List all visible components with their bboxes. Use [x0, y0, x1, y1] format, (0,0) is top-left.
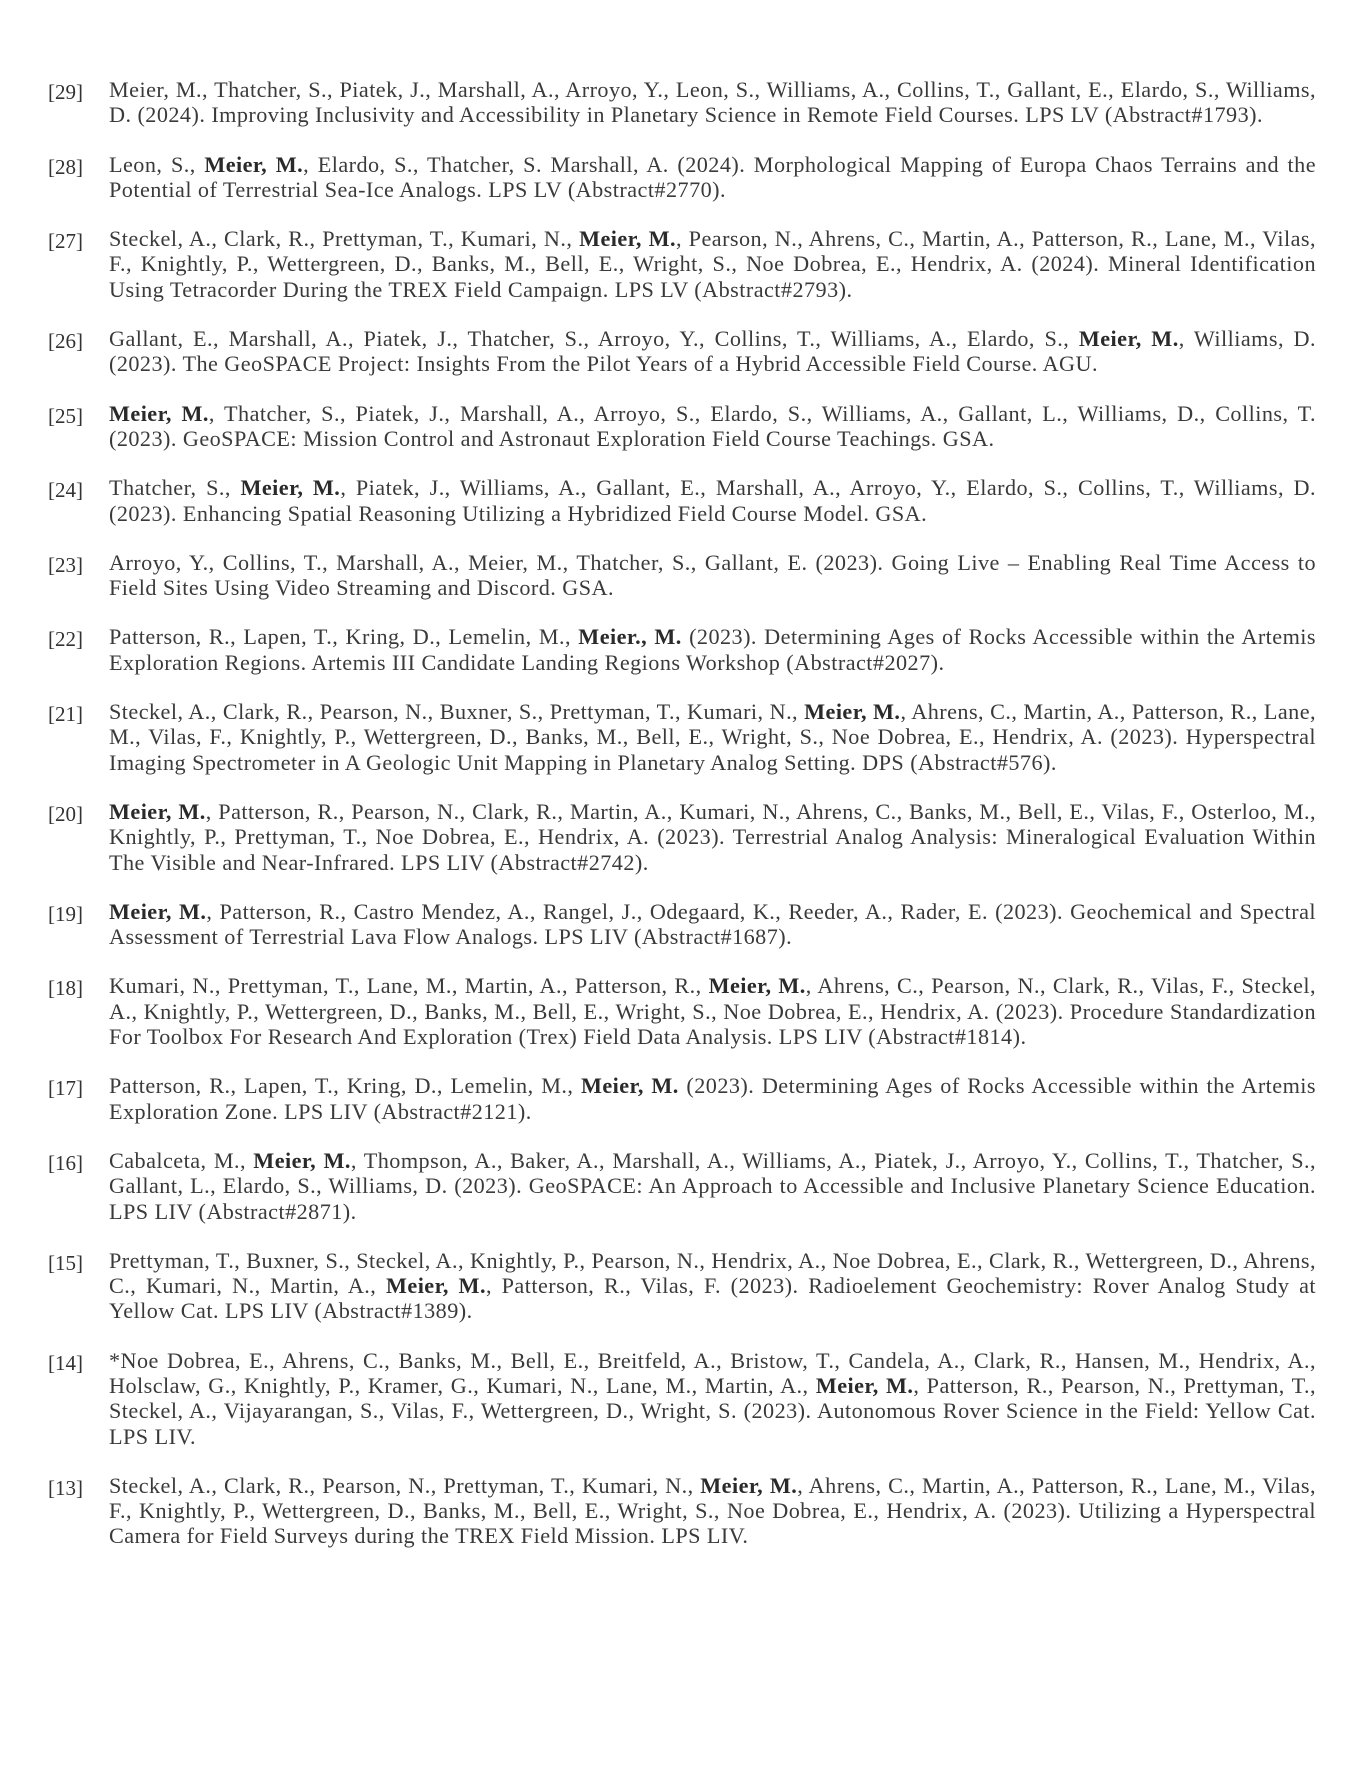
- reference-citation: [109, 401, 1316, 452]
- reference-list: [48, 77, 1316, 1549]
- reference-citation: [109, 1073, 1316, 1124]
- reference-entry: [48, 152, 1316, 203]
- citation-text: , Ahrens, C., Martin, A., Patterson, R., Lane, M., Vilas, F., Knightly, P., Wettergreen, D., Banks, M., Bell, E., Wright, S., Noe Dobrea, E., Hendrix, A. (2023). Utilizing a Hyperspectral Camera for Field Surveys during the TREX Field Mission. LPS LIV.: [109, 1472, 1316, 1549]
- highlighted-author: Meier., M.: [578, 624, 682, 650]
- highlighted-author: Meier, M.: [109, 798, 206, 824]
- reference-entry: [48, 326, 1316, 377]
- reference-number: [15]: [48, 1250, 83, 1275]
- reference-entry: [48, 1473, 1316, 1549]
- citation-text: , Patterson, R., Pearson, N., Clark, R., Martin, A., Kumari, N., Ahrens, C., Banks, M., Bell, E., Vilas, F., Osterloo, M., Knightly, P., Prettyman, T., Noe Dobrea, E., Hendrix, A. (2023). Terrestrial Analog Analysis: Mineralogical Evaluation Within The Visible and Near-Infrared. LPS LIV (Abstract#2742).: [109, 798, 1316, 875]
- citation-text: , Patterson, R., Castro Mendez, A., Rangel, J., Odegaard, K., Reeder, A., Rader, E. (2023). Geochemical and Spectral Assessment of Terrestrial Lava Flow Analogs. LPS LIV (Abstract#1687).: [109, 898, 1316, 950]
- citation-text: Thatcher, S.,: [109, 475, 241, 501]
- reference-number: [20]: [48, 801, 83, 826]
- highlighted-author: Meier, M.: [804, 699, 901, 725]
- reference-entry: [48, 1073, 1316, 1124]
- reference-number: [19]: [48, 901, 83, 926]
- reference-entry: [48, 475, 1316, 526]
- highlighted-author: Meier, M.: [109, 898, 207, 924]
- highlighted-author: Meier, M.: [386, 1273, 486, 1299]
- reference-entry: [48, 401, 1316, 452]
- reference-entry: [48, 226, 1316, 302]
- reference-citation: [109, 77, 1316, 128]
- highlighted-author: Meier, M.: [700, 1472, 798, 1498]
- reference-number: [28]: [48, 154, 83, 179]
- reference-entry: [48, 1348, 1316, 1449]
- reference-number: [22]: [48, 627, 83, 652]
- reference-citation: [109, 226, 1316, 302]
- reference-number: [16]: [48, 1150, 83, 1175]
- citation-text: , Elardo, S., Thatcher, S. Marshall, A. (2024). Morphological Mapping of Europa Chaos Terrains and the Potential of Terrestrial Sea-Ice Analogs. LPS LV (Abstract#2770).: [109, 151, 1317, 202]
- citation-text: Arroyo, Y., Collins, T., Marshall, A., Meier, M., Thatcher, S., Gallant, E. (2023). Going Live – Enabling Real Time Access to Field Sites Using Video Streaming and Discord. GSA.: [109, 549, 1316, 601]
- citation-text: Patterson, R., Lapen, T., Kring, D., Lemelin, M.,: [109, 624, 579, 650]
- citation-text: , Patterson, R., Pearson, N., Prettyman, T., Steckel, A., Vijayarangan, S., Vilas, F., Wettergreen, D., Wright, S. (2023). Autonomous Rover Science in the Field: Yellow Cat. LPS LIV.: [109, 1372, 1317, 1449]
- reference-number: [23]: [48, 552, 83, 577]
- reference-number: [21]: [48, 702, 83, 727]
- reference-entry: [48, 1248, 1316, 1324]
- citation-text: Steckel, A., Clark, R., Pearson, N., Buxner, S., Prettyman, T., Kumari, N.,: [109, 699, 805, 725]
- reference-citation: [109, 624, 1316, 675]
- reference-entry: [48, 550, 1316, 601]
- reference-entry: [48, 77, 1316, 128]
- citation-text: , Piatek, J., Williams, A., Gallant, E., Marshall, A., Arroyo, Y., Elardo, S., Collins, T., Williams, D. (2023). Enhancing Spatial Reasoning Utilizing a Hybridized Field Course Model. GSA.: [109, 475, 1317, 526]
- reference-entry: [48, 624, 1316, 675]
- citation-text: Steckel, A., Clark, R., Pearson, N., Prettyman, T., Kumari, N.,: [109, 1472, 701, 1498]
- reference-number: [14]: [48, 1350, 83, 1375]
- citation-text: Kumari, N., Prettyman, T., Lane, M., Martin, A., Patterson, R.,: [109, 973, 709, 999]
- reference-citation: [109, 699, 1316, 775]
- reference-number: [27]: [48, 229, 83, 254]
- reference-citation: [109, 152, 1316, 203]
- reference-number: [25]: [48, 403, 83, 428]
- citation-text: , Williams, D. (2023). The GeoSPACE Project: Insights From the Pilot Years of a Hybrid Accessible Field Course. AGU.: [109, 326, 1317, 377]
- reference-citation: [109, 973, 1316, 1049]
- highlighted-author: Meier, M.: [1078, 326, 1179, 352]
- citation-text: , Pearson, N., Ahrens, C., Martin, A., Patterson, R., Lane, M., Vilas, F., Knightly, P., Wettergreen, D., Banks, M., Bell, E., Wright, S., Noe Dobrea, E., Hendrix, A. (2024). Mineral Identification Using Tetracorder During the TREX Field Campaign. LPS LV (Abstract#2793).: [109, 226, 1316, 302]
- reference-citation: [109, 1348, 1316, 1449]
- citation-text: Meier, M., Thatcher, S., Piatek, J., Marshall, A., Arroyo, Y., Leon, S., Williams, A., Collins, T., Gallant, E., Elardo, S., Williams, D. (2024). Improving Inclusivity and Accessibility in Planetary Science in Remote Field Courses. LPS LV (Abstract#1793).: [109, 77, 1316, 128]
- reference-number: [29]: [48, 80, 83, 104]
- citation-text: (2023). Determining Ages of Rocks Accessible within the Artemis Exploration Regions. Artemis III Candidate Landing Regions Workshop (Abstract#2027).: [109, 624, 1316, 675]
- highlighted-author: Meier, M.: [253, 1147, 351, 1173]
- citation-text: , Thatcher, S., Piatek, J., Marshall, A., Arroyo, S., Elardo, S., Williams, A., Gallant, L., Williams, D., Collins, T. (2023). GeoSPACE: Mission Control and Astronaut Exploration Field Course Teachings. GSA.: [109, 400, 1316, 451]
- citation-text: Gallant, E., Marshall, A., Piatek, J., Thatcher, S., Arroyo, Y., Collins, T., Williams, A., Elardo, S.,: [109, 326, 1079, 352]
- reference-entry: [48, 899, 1316, 950]
- reference-number: [18]: [48, 976, 83, 1001]
- highlighted-author: Meier, M.: [815, 1372, 914, 1398]
- highlighted-author: Meier, M.: [580, 1073, 679, 1099]
- reference-number: [13]: [48, 1475, 83, 1500]
- highlighted-author: Meier, M.: [109, 400, 209, 426]
- reference-entry: [48, 699, 1316, 775]
- citation-text: , Patterson, R., Vilas, F. (2023). Radioelement Geochemistry: Rover Analog Study at Yellow Cat. LPS LIV (Abstract#1389).: [109, 1273, 1316, 1324]
- reference-citation: [109, 550, 1316, 601]
- reference-citation: [109, 799, 1316, 875]
- reference-citation: [109, 1148, 1316, 1224]
- citation-text: , Thompson, A., Baker, A., Marshall, A., Williams, A., Piatek, J., Arroyo, Y., Collins, T., Thatcher, S., Gallant, L., Elardo, S., Williams, D. (2023). GeoSPACE: An Approach to Accessible and Inclusive Planetary Science Education. LPS LIV (Abstract#2871).: [109, 1147, 1316, 1224]
- citation-text: Steckel, A., Clark, R., Prettyman, T., Kumari, N.,: [109, 226, 580, 252]
- highlighted-author: Meier, M.: [579, 226, 676, 252]
- highlighted-author: Meier, M.: [708, 973, 806, 999]
- reference-citation: [109, 1248, 1316, 1324]
- reference-number: [24]: [48, 478, 83, 503]
- reference-citation: [109, 899, 1316, 950]
- citation-text: Cabalceta, M.,: [109, 1147, 254, 1173]
- citation-text: (2023). Determining Ages of Rocks Accessible within the Artemis Exploration Zone. LPS LIV (Abstract#2121).: [109, 1073, 1316, 1124]
- highlighted-author: Meier, M.: [240, 475, 341, 501]
- citation-text: Patterson, R., Lapen, T., Kring, D., Lemelin, M.,: [109, 1073, 581, 1099]
- reference-citation: [109, 326, 1316, 377]
- citation-text: Leon, S.,: [109, 151, 205, 177]
- citation-text: , Ahrens, C., Martin, A., Patterson, R., Lane, M., Vilas, F., Knightly, P., Wettergreen, D., Banks, M., Bell, E., Wright, S., Noe Dobrea, E., Hendrix, A. (2023). Hyperspectral Imaging Spectrometer in A Geologic Unit Mapping in Planetary Analog Setting. DPS (Abstract#576).: [109, 699, 1316, 775]
- reference-entry: [48, 973, 1316, 1049]
- reference-citation: [109, 1473, 1316, 1549]
- reference-citation: [109, 475, 1316, 526]
- citation-text: , Ahrens, C., Pearson, N., Clark, R., Vilas, F., Steckel, A., Knightly, P., Wettergreen, D., Banks, M., Bell, E., Wright, S., Noe Dobrea, E., Hendrix, A. (2023). Procedure Standardization For Toolbox For Research And Exploration (Trex) Field Data Analysis. LPS LIV (Abstract#1814).: [109, 973, 1316, 1050]
- reference-number: [26]: [48, 329, 83, 354]
- citation-text: Prettyman, T., Buxner, S., Steckel, A., Knightly, P., Pearson, N., Hendrix, A., Noe Dobrea, E., Clark, R., Wettergreen, D., Ahrens, C., Kumari, N., Martin, A.,: [109, 1247, 1316, 1299]
- highlighted-author: Meier, M.: [204, 151, 304, 177]
- reference-entry: [48, 1148, 1316, 1224]
- reference-number: [17]: [48, 1076, 83, 1101]
- reference-entry: [48, 799, 1316, 875]
- citation-text: *Noe Dobrea, E., Ahrens, C., Banks, M., Bell, E., Breitfeld, A., Bristow, T., Candela, A., Clark, R., Hansen, M., Hendrix, A., Holsclaw, G., Knightly, P., Kramer, G., Kumari, N., Lane, M., Martin, A.,: [109, 1347, 1316, 1398]
